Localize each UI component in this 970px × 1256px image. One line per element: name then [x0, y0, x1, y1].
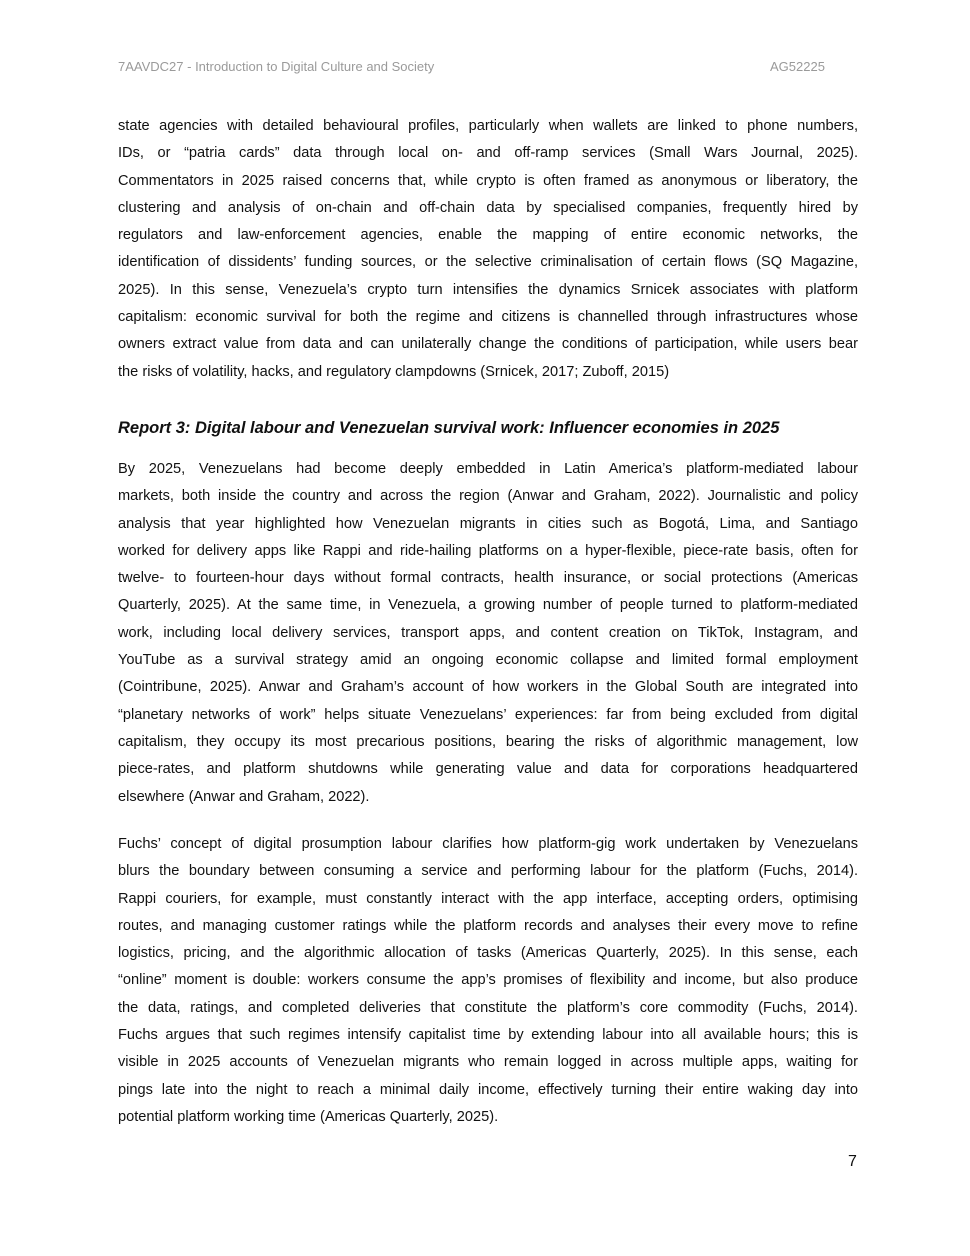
paragraph-digital-labour: [118, 456, 858, 811]
text-line: blurs the boundary between consuming a service and performing labour for the platform (Fuchs, 2014).: [118, 863, 858, 880]
text-line: twelve- to fourteen-hour days without formal contracts, health insurance, or social protections (Americas: [118, 570, 858, 587]
page-number: 7: [848, 1153, 857, 1170]
text-line: worked for delivery apps like Rappi and ride-hailing platforms on a hyper-flexible, piece-rate basis, often for: [118, 542, 858, 559]
text-line: (Cointribune, 2025). Anwar and Graham’s account of how workers in the Global South are integrated into: [118, 679, 858, 696]
text-line: owners extract value from data and can unilaterally change the conditions of participation, while users bear: [118, 336, 858, 353]
text-line: By 2025, Venezuelans had become deeply embedded in Latin America’s platform-mediated labour: [118, 461, 858, 477]
text-line: clustering and analysis of on-chain and off-chain data by specialised companies, frequently hired by: [118, 199, 858, 216]
text-line: capitalism, they occupy its most precarious positions, bearing the risks of algorithmic management, low: [118, 733, 858, 750]
text-line: Quarterly, 2025). At the same time, in Venezuela, a growing number of people turned to platform-mediated: [118, 597, 858, 614]
header-student-id: AG52225: [770, 59, 825, 74]
text-line: IDs, or “patria cards” data through local on- and off-ramp services (Small Wars Journal, 2025).: [118, 145, 858, 162]
text-line: analysis that year highlighted how Venezuelan migrants in cities such as Bogotá, Lima, and Santiago: [118, 515, 858, 532]
text-line: pings late into the night to reach a minimal daily income, effectively turning their entire waking day into: [118, 1081, 858, 1098]
text-line: elsewhere (Anwar and Graham, 2022).: [118, 788, 370, 805]
text-line: “planetary networks of work” helps situate Venezuelans’ experiences: far from being excluded from digital: [118, 706, 858, 723]
text-line: work, including local delivery services, transport apps, and content creation on TikTok, Instagram, and: [118, 624, 858, 641]
text-line: “online” moment is double: workers consume the app’s promises of flexibility and income, but also produce: [118, 972, 858, 989]
text-line: piece-rates, and platform shutdowns while generating value and data for corporations headquartered: [118, 761, 858, 778]
text-line: state agencies with detailed behavioural profiles, particularly when wallets are linked to phone numbers,: [118, 118, 858, 134]
text-line: capitalism: economic survival for both the regime and citizens is channelled through infrastructures whose: [118, 309, 858, 326]
section-heading: Report 3: Digital labour and Venezuelan survival work: Influencer economies in 2025: [118, 419, 780, 437]
text-line: potential platform working time (Americas Quarterly, 2025).: [118, 1108, 499, 1125]
text-line: identification of dissidents’ funding sources, or the selective criminalisation of certain flows (SQ Magazine,: [118, 254, 858, 271]
text-line: Rappi couriers, for example, must constantly interact with the app interface, accepting orders, optimising: [118, 890, 858, 907]
header-course-title: 7AAVDC27 - Introduction to Digital Culture and Society: [118, 59, 435, 74]
text-line: YouTube as a survival strategy amid an ongoing economic collapse and limited formal employment: [118, 652, 858, 669]
text-line: regulators and law-enforcement agencies, enable the mapping of entire economic networks, the: [118, 227, 858, 244]
text-line: the risks of volatility, hacks, and regulatory clampdowns (Srnicek, 2017; Zuboff, 2015): [118, 363, 670, 380]
text-line: Commentators in 2025 raised concerns that, while crypto is often framed as anonymous or liberatory, the: [118, 172, 858, 189]
text-line: 2025). In this sense, Venezuela’s crypto turn intensifies the dynamics Srnicek associates with platform: [118, 281, 858, 298]
text-line: Fuchs argues that such regimes intensify capitalist time by extending labour into all available hours; this is: [118, 1027, 858, 1044]
paragraph-prosumption: [118, 831, 858, 1131]
paragraph-crypto-surveillance: [118, 113, 858, 386]
text-line: routes, and managing customer ratings while the platform records and analyses their every move to refine: [118, 917, 858, 934]
text-line: markets, both inside the country and across the region (Anwar and Graham, 2022). Journalistic and policy: [118, 488, 858, 505]
text-line: visible in 2025 accounts of Venezuelan migrants who remain logged in across multiple apps, waiting for: [118, 1054, 858, 1071]
text-line: Fuchs’ concept of digital prosumption labour clarifies how platform-gig work undertaken by Venezuelans: [118, 836, 858, 852]
text-line: logistics, pricing, and the algorithmic allocation of tasks (Americas Quarterly, 2025). In this sense, each: [118, 945, 858, 962]
text-line: the data, ratings, and completed deliveries that constitute the platform’s core commodity (Fuchs, 2014).: [118, 999, 858, 1016]
